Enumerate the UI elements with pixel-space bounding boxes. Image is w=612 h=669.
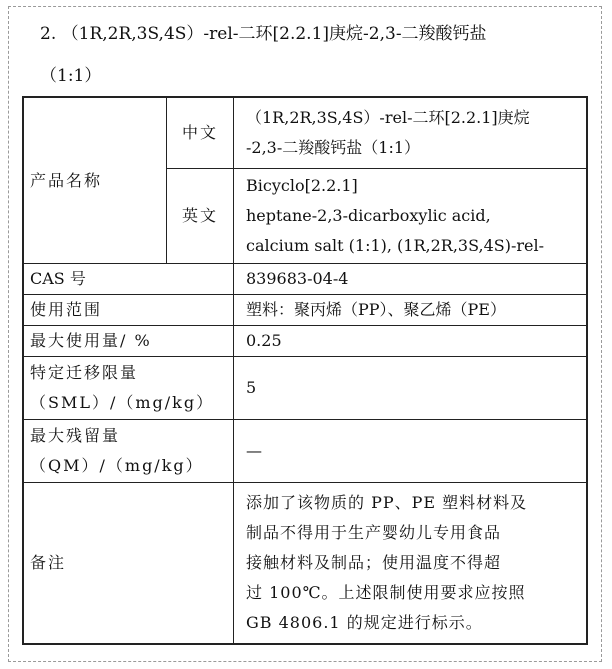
heading-number: 2. bbox=[40, 24, 57, 44]
english-value bbox=[234, 169, 587, 264]
remark-line: 过 100℃。上述限制使用要求应按照 bbox=[246, 583, 526, 602]
sml-value: 5 bbox=[234, 357, 587, 420]
chinese-value-line: -2,3-二羧酸钙盐（1:1） bbox=[246, 138, 421, 157]
remark-value bbox=[234, 483, 587, 644]
english-value-line: heptane-2,3-dicarboxylic acid, bbox=[246, 206, 491, 225]
sml-label-line: 特定迁移限量 bbox=[30, 363, 139, 382]
table-row bbox=[24, 420, 587, 483]
english-value-line: Bicyclo[2.2.1] bbox=[246, 176, 358, 195]
heading-name: （1R,2R,3S,4S）-rel-二环[2.2.1]庚烷-2,3-二羧酸钙盐 bbox=[61, 24, 487, 44]
cas-value: 839683-04-4 bbox=[234, 264, 587, 295]
table-row bbox=[24, 98, 587, 169]
table-row bbox=[24, 326, 587, 357]
qm-label bbox=[24, 420, 234, 483]
qm-label-line: （QM）/（mg/kg） bbox=[30, 456, 204, 475]
chinese-value bbox=[234, 98, 587, 169]
remark-line: GB 4806.1 的规定进行标示。 bbox=[246, 613, 483, 632]
sml-label-line: （SML）/（mg/kg） bbox=[30, 393, 215, 412]
table-row bbox=[24, 357, 587, 420]
table-row bbox=[24, 295, 587, 326]
qm-label-line: 最大残留量 bbox=[30, 426, 121, 445]
english-label: 英文 bbox=[167, 169, 234, 264]
table-row bbox=[24, 483, 587, 644]
cas-label: CAS 号 bbox=[24, 264, 234, 295]
remark-line: 制品不得用于生产婴幼儿专用食品 bbox=[246, 523, 502, 542]
remark-line: 接触材料及制品；使用温度不得超 bbox=[246, 553, 502, 572]
max-usage-label: 最大使用量/ % bbox=[24, 326, 234, 357]
product-name-label: 产品名称 bbox=[24, 98, 167, 264]
remark-label: 备注 bbox=[24, 483, 234, 644]
max-usage-value: 0.25 bbox=[234, 326, 587, 357]
qm-value: — bbox=[234, 420, 587, 483]
scope-label: 使用范围 bbox=[24, 295, 234, 326]
sml-label bbox=[24, 357, 234, 420]
chinese-label: 中文 bbox=[167, 98, 234, 169]
substance-heading bbox=[40, 22, 487, 46]
substance-table bbox=[22, 96, 588, 645]
substance-heading-ratio: （1:1） bbox=[40, 66, 102, 86]
scope-value: 塑料：聚丙烯（PP）、聚乙烯（PE） bbox=[234, 295, 587, 326]
english-value-line: calcium salt (1:1), (1R,2R,3S,4S)-rel- bbox=[246, 236, 544, 255]
chinese-value-line: （1R,2R,3S,4S）-rel-二环[2.2.1]庚烷 bbox=[246, 108, 530, 127]
remark-line: 添加了该物质的 PP、PE 塑料材料及 bbox=[246, 493, 528, 512]
table-row bbox=[24, 264, 587, 295]
